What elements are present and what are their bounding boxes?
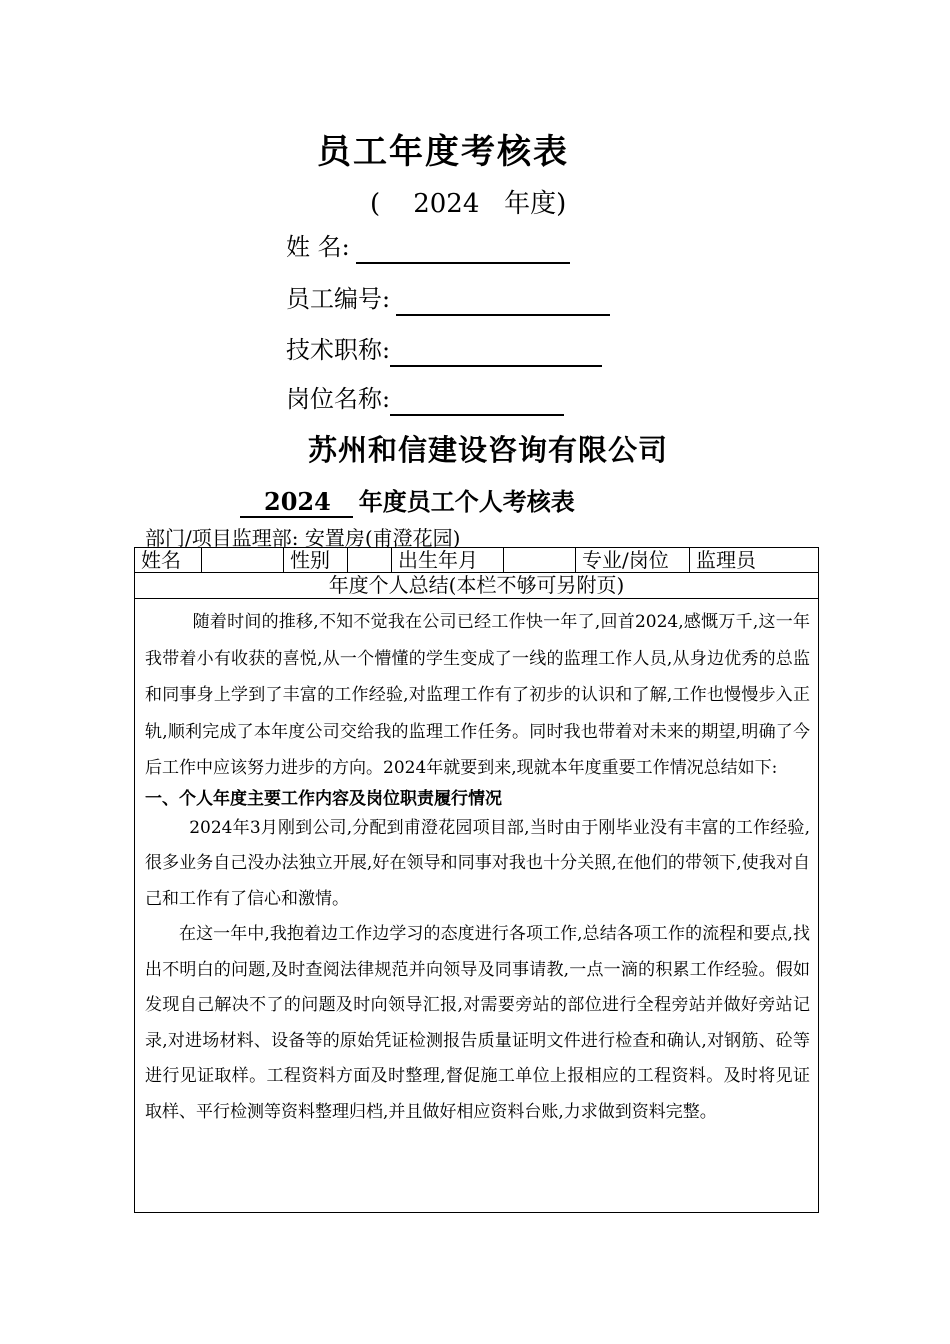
employee-id-field	[286, 282, 610, 316]
assessment-form	[134, 547, 819, 1213]
tech-title-field	[286, 333, 602, 367]
employee-id-field-label: 员工编号:	[286, 285, 391, 313]
company-name: 苏州和信建设咨询有限公司	[307, 433, 668, 467]
name-value-cell[interactable]	[202, 548, 284, 572]
form-year: 2024	[240, 487, 353, 518]
tech-title-field-label: 技术职称:	[286, 336, 391, 364]
name-field	[286, 230, 570, 264]
form-subtitle	[240, 482, 575, 518]
intro-paragraph: 随着时间的推移,不知不觉我在公司已经工作快一年了,回首2024,感慨万千,这一年我带着小有收获的喜悦,从一个懵懂的学生变成了一线的监理工作人员,从身边优秀的总监和同事身上学到了丰富的工作经验,对监理工作有了初步的认识和了解,工作也慢慢步入正轨,顺利完成了本年度公司交给我的监理工作任务。同时我也带着对未来的期望,明确了今后工作中应该努力进步的方向。2024年就要到来,现就本年度重要工作情况总结如下:	[145, 612, 810, 778]
summary-body	[135, 604, 818, 1130]
name-label-cell: 姓名	[135, 548, 202, 572]
position-field	[286, 382, 564, 416]
info-row	[135, 548, 818, 573]
gender-label-cell: 性别	[284, 548, 348, 572]
post-value-cell[interactable]: 监理员	[696, 548, 756, 572]
tech-title-field-line[interactable]	[390, 339, 602, 367]
department-line: 部门/项目监理部: 安置房(甫澄花园)	[145, 526, 461, 550]
section-1-title: 一、个人年度主要工作内容及岗位职责履行情况	[145, 788, 502, 809]
section-1-paragraph-1: 2024年3月刚到公司,分配到甫澄花园项目部,当时由于刚毕业没有丰富的工作经验,很多业务自己没办法独立开展,好在领导和同事对我也十分关照,在他们的带领下,使我对自己和工作有了信心和激情。	[145, 817, 810, 909]
name-field-label: 姓 名:	[286, 233, 350, 261]
birth-label-cell: 出生年月	[392, 548, 504, 572]
form-subtitle-text: 年度员工个人考核表	[358, 487, 575, 516]
employee-id-field-line[interactable]	[396, 288, 610, 316]
position-field-line[interactable]	[390, 388, 564, 416]
summary-header: 年度个人总结(本栏不够可另附页)	[135, 573, 818, 599]
section-1-paragraph-2: 在这一年中,我抱着边工作边学习的态度进行各项工作,总结各项工作的流程和要点,找出不明白的问题,及时查阅法律规范并向领导及同事请教,一点一滴的积累工作经验。假如发现自己解决不了的问题及时向领导汇报,对需要旁站的部位进行全程旁站并做好旁站记录,对进场材料、设备等的原始凭证检测报告质量证明文件进行检查和确认,对钢筋、砼等进行见证取样。工程资料方面及时整理,督促施工单位上报相应的工程资料。及时将见证取样、平行检测等资料整理归档,并且做好相应资料台账,力求做到资料完整。	[145, 924, 810, 1122]
birth-value-cell[interactable]	[504, 548, 576, 572]
year-line: ( 2024 年度)	[370, 189, 567, 219]
gender-value-cell[interactable]	[348, 548, 392, 572]
position-field-label: 岗位名称:	[286, 385, 391, 413]
document-title: 员工年度考核表	[317, 132, 569, 172]
post-label-cell: 专业/岗位	[576, 548, 690, 572]
name-field-line[interactable]	[356, 236, 570, 264]
